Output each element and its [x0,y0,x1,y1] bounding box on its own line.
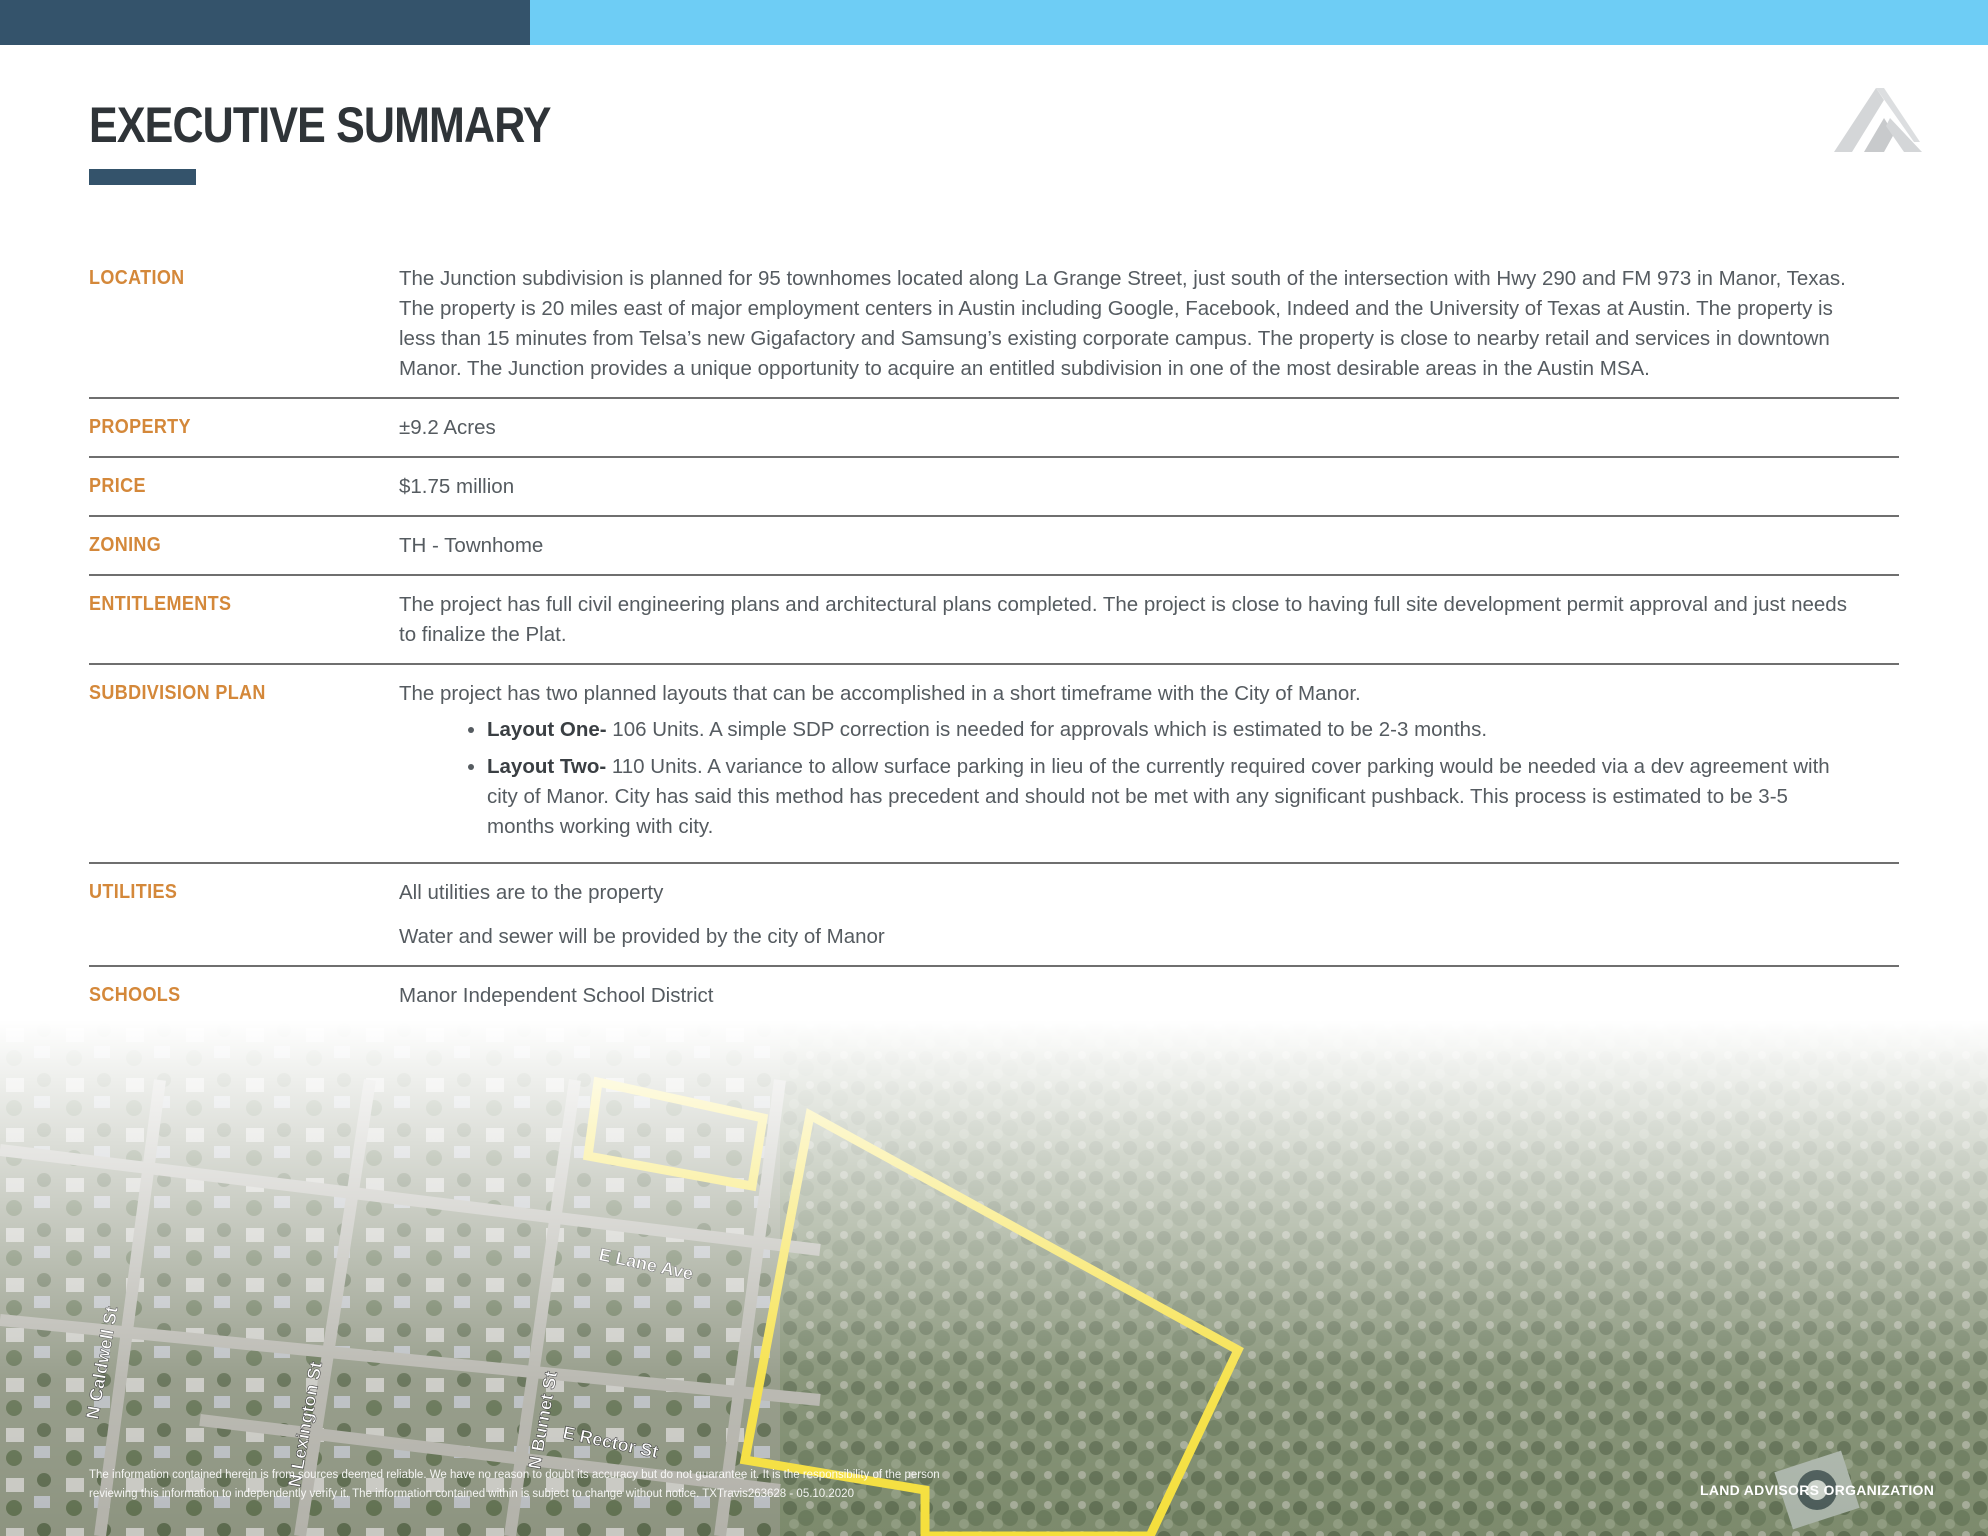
row-value [399,472,1899,502]
disclaimer-line: The information contained herein is from sources deemed reliable. We have no reason to doubt its accuracy but do not guarantee it. It is the responsibility of the person [89,1469,940,1481]
entitlements-text: The project has full civil engineering plans and architectural plans completed. The project is close to having full site development permit approval and just needs to finalize the Plat. [399,593,1847,646]
disclaimer [89,1466,989,1504]
disclaimer-line: reviewing this information to independently verify it. The information contained within is subject to change without notice. TXTravis263628 - 05.10.2020 [89,1488,854,1500]
row-value [399,878,1899,952]
row-label: UTILITIES [89,881,178,903]
layout-list [399,715,1859,842]
row-label: SCHOOLS [89,984,181,1006]
top-color-bar [0,0,1988,45]
row-value [399,413,1899,443]
list-item [487,715,1859,745]
row-label: PROPERTY [89,416,191,438]
summary-table [89,250,1899,1024]
row-zoning [89,517,1899,576]
property-text: ±9.2 Acres [399,416,496,439]
schools-text: Manor Independent School District [399,984,714,1007]
row-subdivision-plan [89,665,1899,864]
map-fade-overlay [0,1020,1988,1536]
utilities-line2: Water and sewer will be provided by the city of Manor [399,925,885,948]
row-schools [89,967,1899,1024]
row-value [399,531,1899,561]
layout-two-title: Layout Two- [487,755,607,778]
page-title: EXECUTIVE SUMMARY [89,97,551,153]
row-price [89,458,1899,517]
zoning-text: TH - Townhome [399,534,544,557]
layout-one-text: 106 Units. A simple SDP correction is needed for approvals which is estimated to be 2-3 months. [606,718,1488,741]
layout-two-text: 110 Units. A variance to allow surface parking in lieu of the currently required cover parking would be needed via a dev agreement with city of Manor. City has said this method has precedent and should not be met with any significant pushback. This process is estimated to be 3-5 months working with city. [487,755,1830,838]
row-label: LOCATION [89,267,185,289]
utilities-line1: All utilities are to the property [399,881,664,904]
row-label: PRICE [89,475,146,497]
row-value [399,264,1899,384]
row-location [89,250,1899,399]
row-value [399,590,1899,650]
aerial-map [0,1020,1988,1536]
top-bar-dark-segment [0,0,530,45]
row-value [399,981,1899,1011]
row-label: SUBDIVISION PLAN [89,682,266,704]
row-property [89,399,1899,458]
list-item [487,752,1859,842]
org-name: LAND ADVISORS ORGANIZATION [1700,1482,1935,1498]
row-value [399,679,1899,849]
location-text: The Junction subdivision is planned for 95 townhomes located along La Grange Street, just south of the intersection with Hwy 290 and FM 973 in Manor, Texas. The property is 20 miles east of major employment centers in Austin including Google, Facebook, Indeed and the University of Texas at Austin. The property is less than 15 minutes from Telsa’s new Gigafactory and Samsung’s existing corporate campus. The property is close to nearby retail and services in downtown Manor. The Junction provides a unique opportunity to acquire an entitled subdivision in one of the most desirable areas in the Austin MSA. [399,267,1846,380]
row-label: ENTITLEMENTS [89,593,232,615]
row-utilities [89,864,1899,967]
mountain-logo-icon [1834,88,1922,152]
price-text: $1.75 million [399,475,515,498]
row-entitlements [89,576,1899,665]
layout-one-title: Layout One- [487,718,607,741]
top-bar-light-segment [530,0,1988,45]
title-underline [89,169,196,185]
subdivision-intro: The project has two planned layouts that can be accomplished in a short timeframe with the City of Manor. [399,682,1361,705]
row-label: ZONING [89,534,162,556]
